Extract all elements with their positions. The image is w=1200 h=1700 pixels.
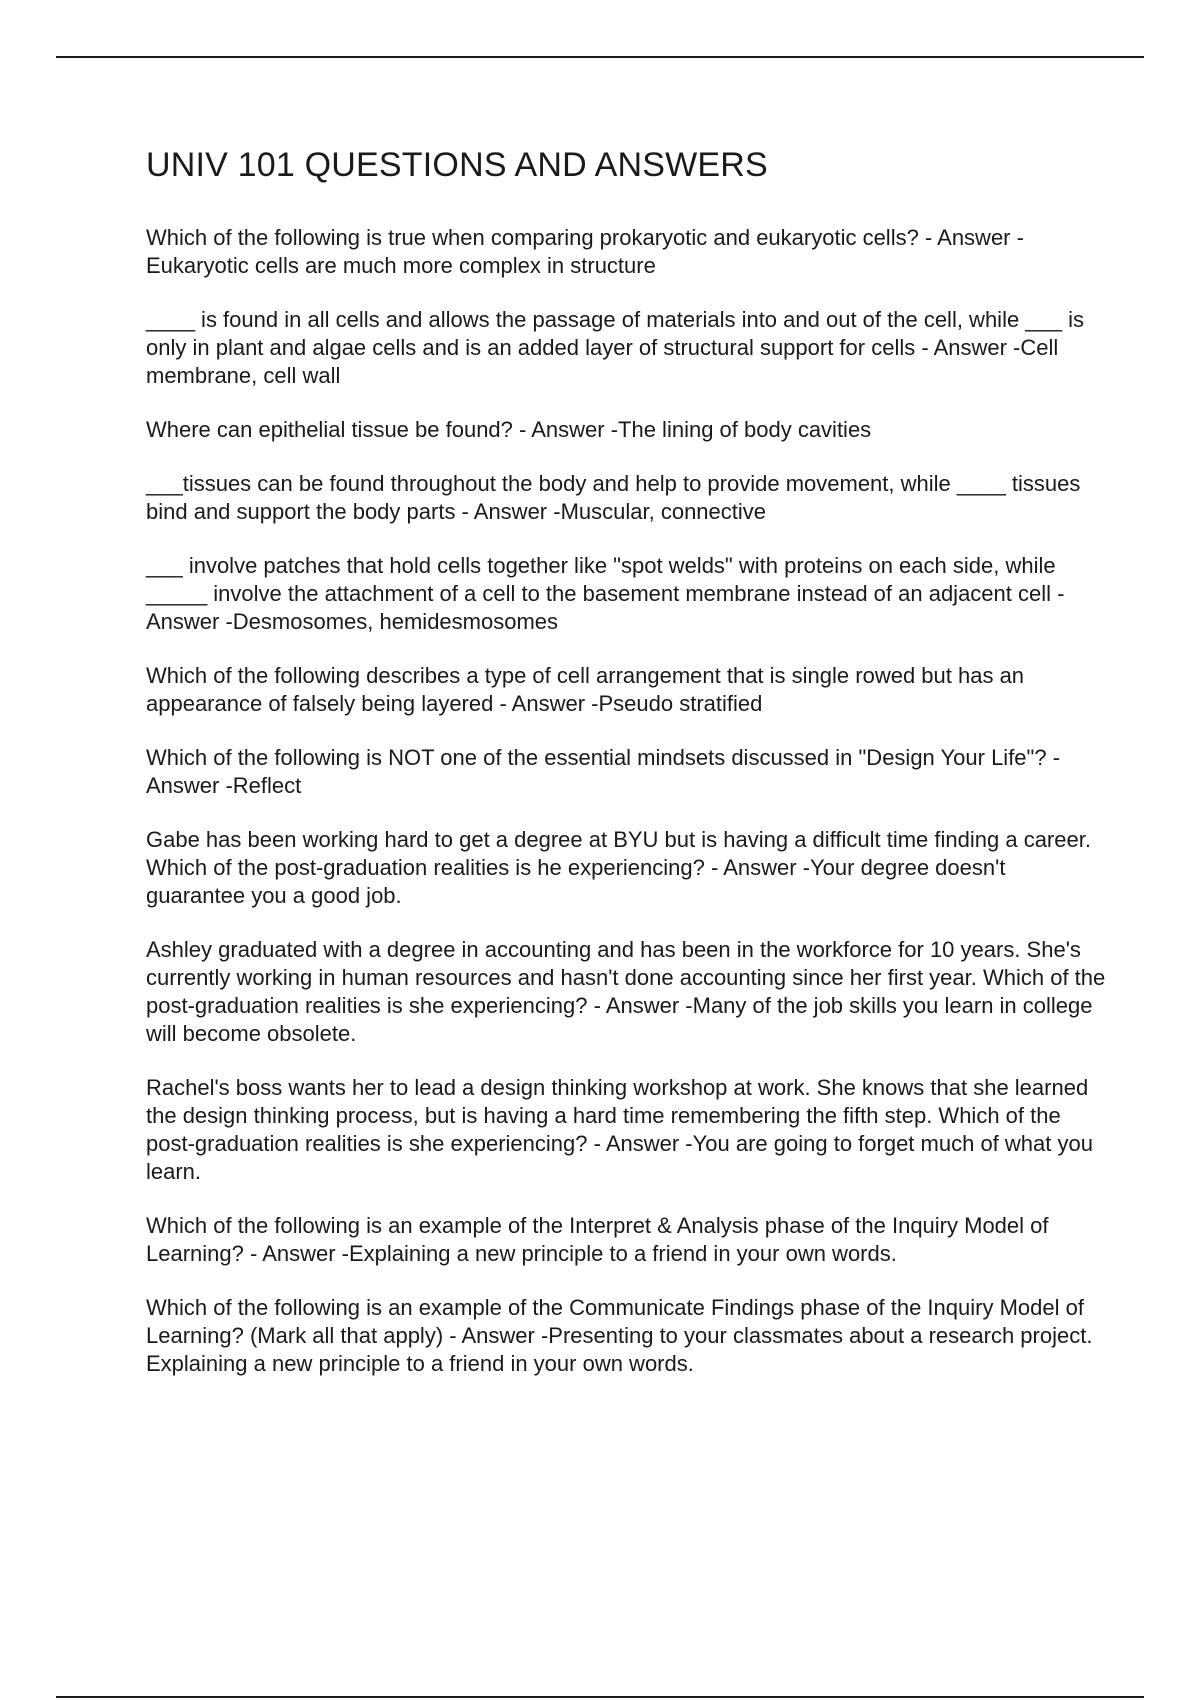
qa-item: Where can epithelial tissue be found? - Answer -The lining of body cavities xyxy=(146,417,872,442)
bottom-divider xyxy=(56,1696,1144,1698)
qa-item: Rachel's boss wants her to lead a design thinking workshop at work. She knows that she learned the design thinking process, but is having a hard time remembering the fifth step. Which of the post-graduation realities is she experiencing? - Answer -You are going to forget much of what you learn. xyxy=(146,1075,1093,1184)
document-title: UNIV 101 QUESTIONS AND ANSWERS xyxy=(146,146,768,184)
qa-item: ___ involve patches that hold cells together like "spot welds" with proteins on each side, while _____ involve the attachment of a cell to the basement membrane instead of an adjacent cell - Answer -Desmosomes, hemidesmosomes xyxy=(146,553,1065,634)
qa-item: Gabe has been working hard to get a degree at BYU but is having a difficult time finding a career. Which of the post-graduation realities is he experiencing? - Answer -Your degree doesn't guarantee you a good job. xyxy=(146,827,1091,908)
top-divider xyxy=(56,56,1144,58)
qa-item: Which of the following is true when comparing prokaryotic and eukaryotic cells? - Answer -Eukaryotic cells are much more complex in structure xyxy=(146,225,1024,278)
qa-item: Which of the following is an example of the Communicate Findings phase of the Inquiry Model of Learning? (Mark all that apply) - Answer -Presenting to your classmates about a research project. Explaining a new principle to a friend in your own words. xyxy=(146,1295,1093,1376)
qa-list xyxy=(146,224,1106,1378)
qa-item: ____ is found in all cells and allows the passage of materials into and out of the cell, while ___ is only in plant and algae cells and is an added layer of structural support for cells - Answer -Cell membrane, cell wall xyxy=(146,307,1085,388)
qa-item: Which of the following is an example of the Interpret & Analysis phase of the Inquiry Model of Learning? - Answer -Explaining a new principle to a friend in your own words. xyxy=(146,1213,1049,1266)
qa-item: Which of the following describes a type of cell arrangement that is single rowed but has an appearance of falsely being layered - Answer -Pseudo stratified xyxy=(146,663,1025,716)
qa-item: ___tissues can be found throughout the body and help to provide movement, while ____ tissues bind and support the body parts - Answer -Muscular, connective xyxy=(146,471,1081,524)
qa-item: Ashley graduated with a degree in accounting and has been in the workforce for 10 years. She's currently working in human resources and hasn't done accounting since her first year. Which of the post-graduation realities is she experiencing? - Answer -Many of the job skills you learn in college will become obsolete. xyxy=(146,937,1106,1046)
document-body xyxy=(146,144,1106,1404)
qa-item: Which of the following is NOT one of the essential mindsets discussed in "Design Your Life"? - Answer -Reflect xyxy=(146,745,1061,798)
